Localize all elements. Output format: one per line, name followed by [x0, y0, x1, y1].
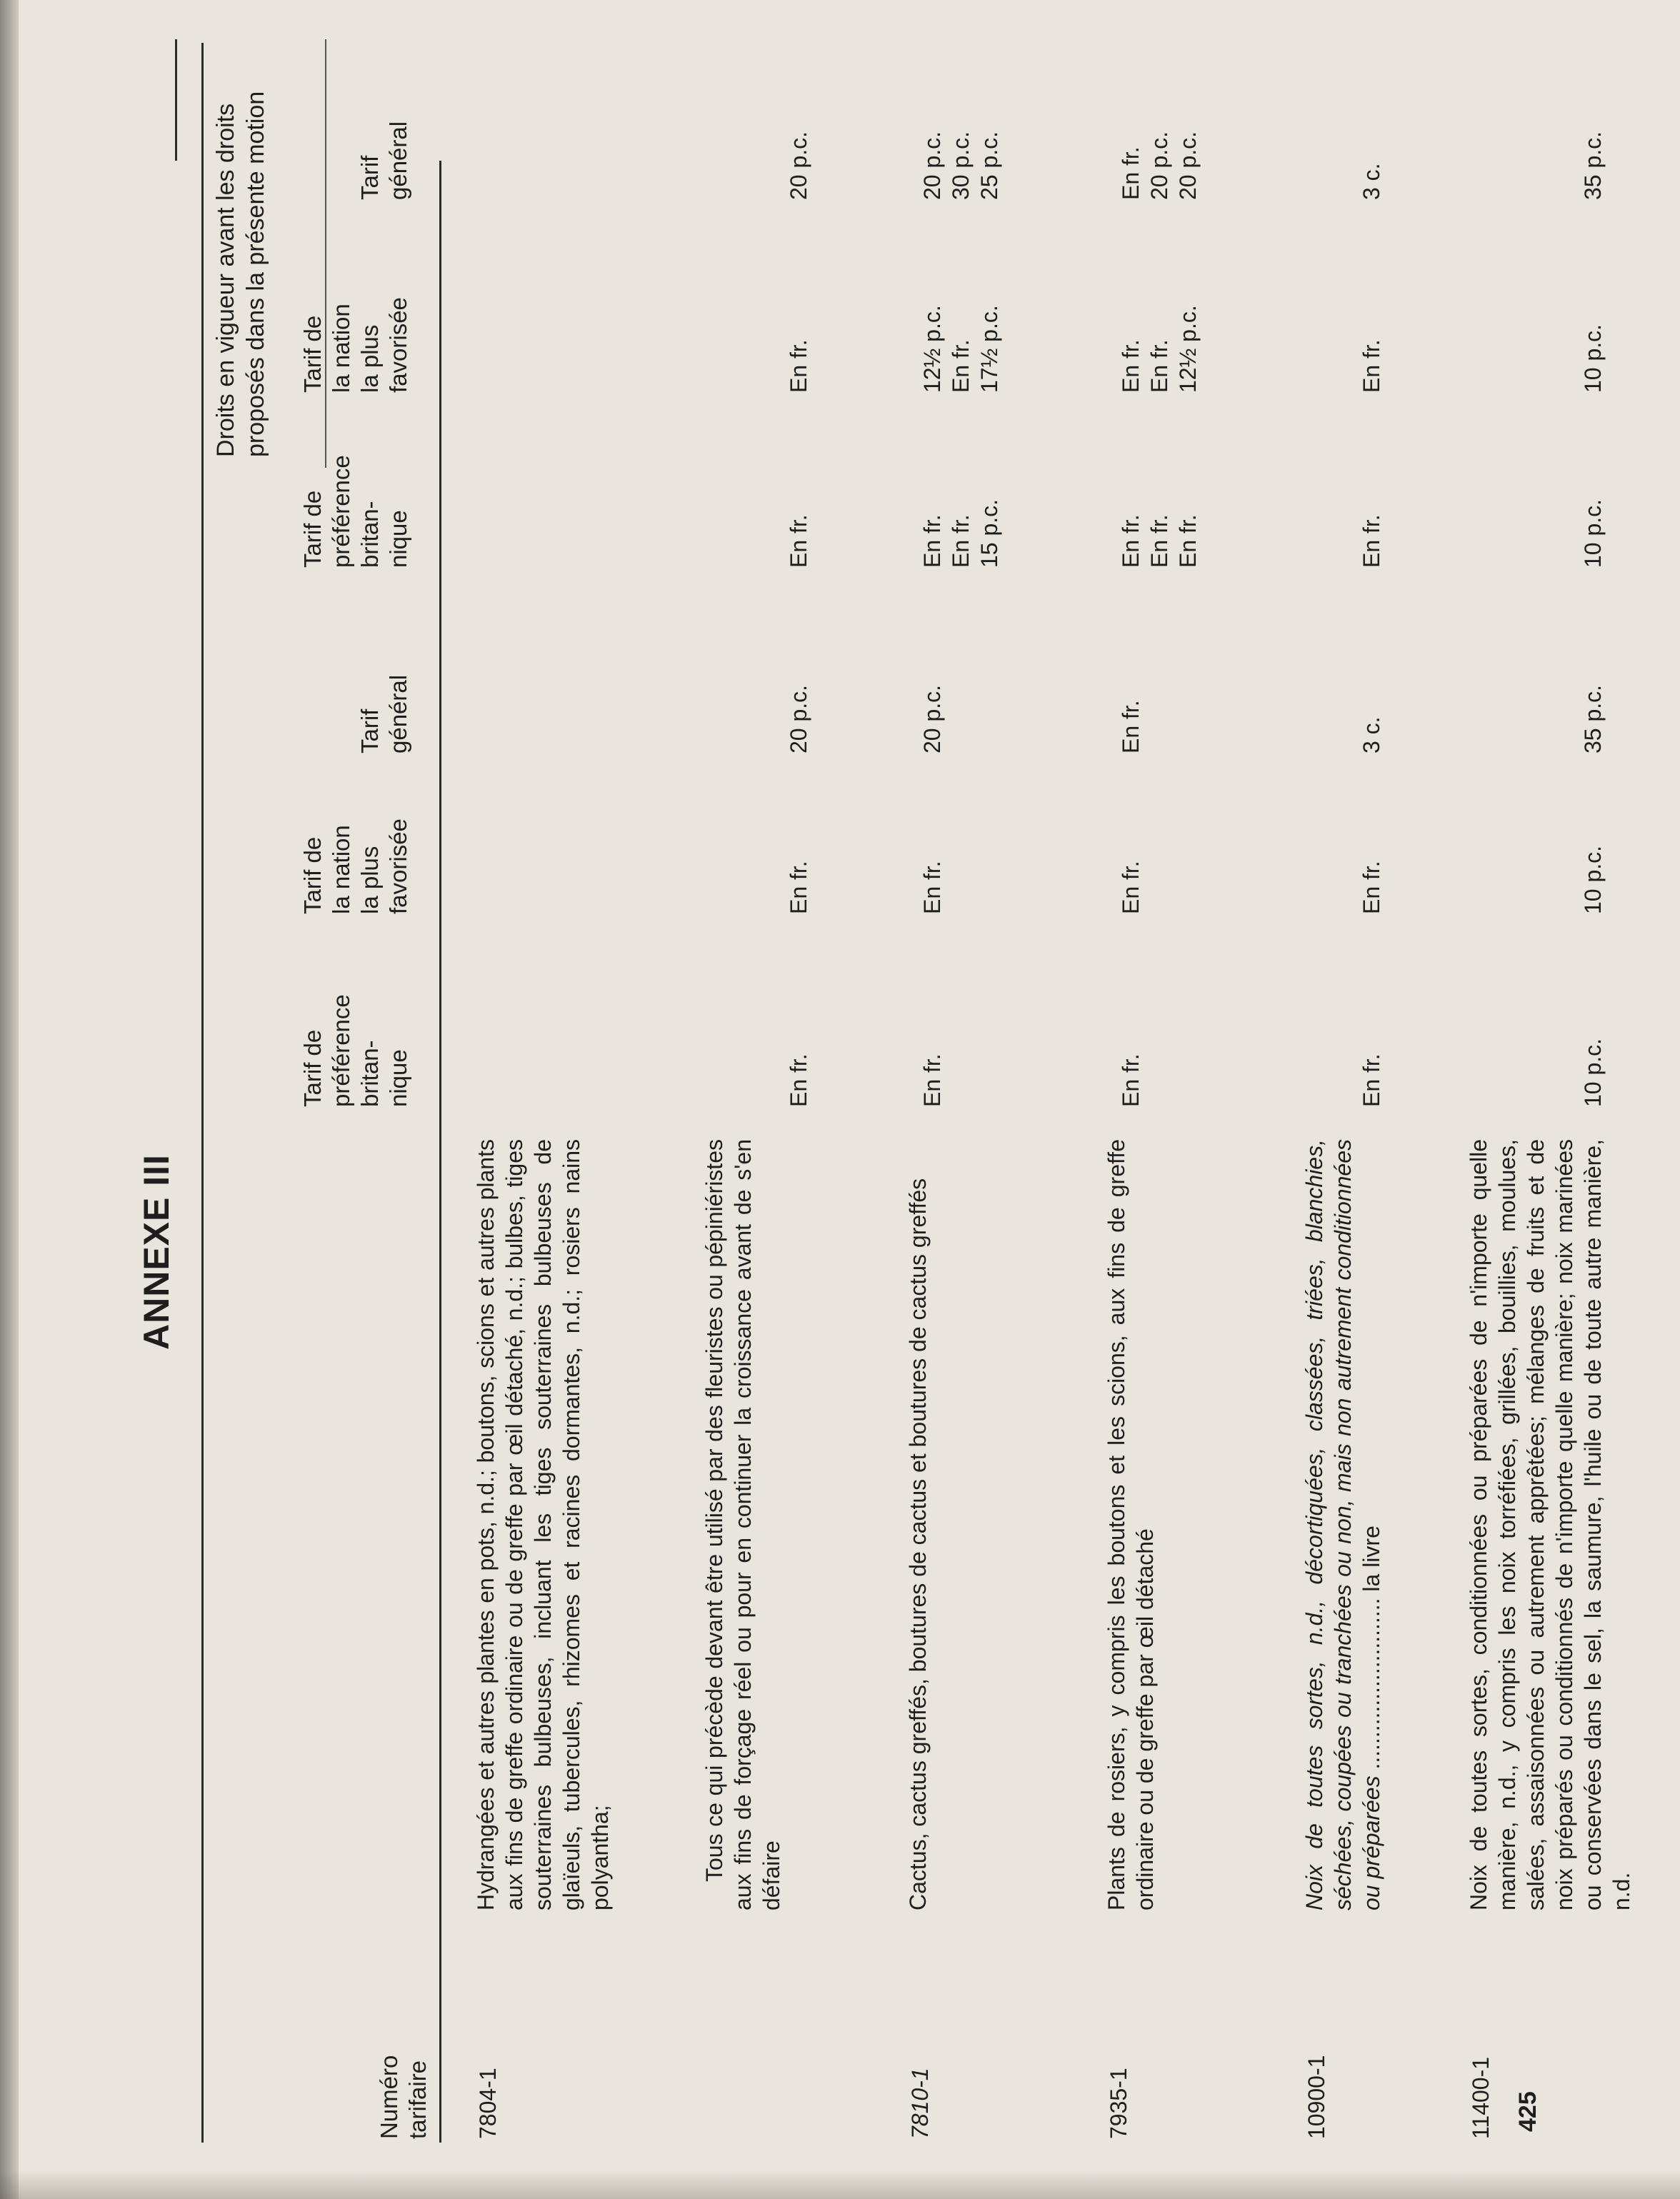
header-bottom-rule	[439, 161, 441, 2143]
rate-10900-1-british: En fr.	[1359, 1053, 1384, 1107]
page-title: ANNEXE III	[136, 1154, 176, 1350]
header-tariff-number: Numéro tarifaire	[376, 2055, 431, 2139]
rate-7935-1-general: En fr.	[1118, 700, 1144, 753]
description-7935-1: Plants de rosiers, y compris les boutons et les scions, aux fins de greffe ordinaire ou de greffe par œil détaché	[1104, 1139, 1158, 1910]
tariff-number-7935-1: 7935-1	[1106, 2068, 1131, 2139]
rate-10900-1-mfn: En fr.	[1359, 861, 1384, 914]
rate-11400-1-prev-general: 35 p.c.	[1580, 131, 1606, 200]
description-7804-1: Hydrangées et autres plantes en pots, n.d.; boutons, scions et autres plants aux fins de greffe ordinaire ou de greffe par œil détaché, n.d.; bulbes, tiges souterraines bulbeuses, incluant les tiges souterraines bulbeuses de glaïeuls, tubercules, rhizomes et racines dormantes, n.d.; rosiers nains polyantha; Tous ce qui précède devant être utilisé par des fleuristes ou pépiniéristes aux fins de forçage réel ou pour en continuer la croissance avant de s'en défaire	[473, 1139, 784, 1910]
header-prev-general-tariff: Tarif général	[356, 121, 411, 200]
tariff-number-11400-1: 11400-1	[1468, 2056, 1494, 2139]
header-rule-top	[175, 39, 177, 161]
rate-11400-1-prev-british: 10 p.c.	[1580, 499, 1606, 568]
header-rule	[201, 43, 204, 2143]
rate-7935-1-prev-mfn: En fr. En fr. 12½ p.c.	[1118, 305, 1201, 393]
group-header-rule	[325, 39, 326, 468]
header-british-preference: Tarif de préférence britan- nique	[299, 994, 411, 1107]
rate-10900-1-prev-mfn: En fr.	[1359, 339, 1384, 393]
page-number: 425	[1514, 2091, 1541, 2132]
rate-10900-1-prev-british: En fr.	[1359, 514, 1384, 568]
rate-7804-1-british: En fr.	[786, 1053, 811, 1107]
rate-11400-1-british: 10 p.c.	[1580, 1038, 1606, 1107]
rate-7810-1-prev-mfn: 12½ p.c. En fr. 17½ p.c.	[919, 305, 1002, 393]
scan-edge-shadow	[0, 2170, 1680, 2199]
rate-7935-1-prev-general: En fr. 20 p.c. 20 p.c.	[1118, 131, 1201, 200]
description-10900-1: Noix de toutes sortes, n.d., décortiquées, classées, triées, blanchies, séchées, coupées ou tranchées ou non, mais non autrement conditionnées ou préparées ........................... la livre	[1301, 1139, 1384, 1910]
header-prev-most-favoured-nation: Tarif de la nation la plus favorisée	[299, 297, 411, 393]
rate-11400-1-mfn: 10 p.c.	[1580, 845, 1606, 914]
header-prev-british-preference: Tarif de préférence britan- nique	[299, 455, 411, 568]
header-most-favoured-nation: Tarif de la nation la plus favorisée	[299, 818, 411, 914]
rate-11400-1-prev-mfn: 10 p.c.	[1580, 324, 1606, 393]
rate-10900-1-general: 3 c.	[1359, 716, 1384, 753]
book-binding-shadow	[0, 0, 19, 2199]
rate-10900-1-prev-general: 3 c.	[1359, 163, 1384, 200]
tariff-number-7810-1: 7810-1	[907, 2068, 933, 2139]
rate-7810-1-mfn: En fr.	[919, 861, 945, 914]
rate-7804-1-prev-mfn: En fr.	[786, 339, 811, 393]
rate-7804-1-mfn: En fr.	[786, 861, 811, 914]
rate-7810-1-british: En fr.	[919, 1053, 945, 1107]
rate-7935-1-prev-british: En fr. En fr. En fr.	[1118, 514, 1201, 568]
tariff-number-10900-1: 10900-1	[1304, 2055, 1329, 2139]
rate-7935-1-mfn: En fr.	[1118, 861, 1144, 914]
rate-7810-1-prev-british: En fr. En fr. 15 p.c.	[919, 499, 1002, 568]
header-previous-duties: Droits en vigueur avant les droits proposés dans la présente motion	[212, 91, 269, 457]
rate-7810-1-prev-general: 20 p.c. 30 p.c. 25 p.c.	[919, 131, 1002, 200]
rate-7810-1-general: 20 p.c.	[919, 684, 945, 753]
rate-7804-1-prev-british: En fr.	[786, 514, 811, 568]
description-11400-1: Noix de toutes sortes, conditionnées ou préparées de n'importe quelle manière, n.d., y compris les noix torréfiées, grillées, bouillies, moulues, salées, assaisonnées ou autrement apprêtées; mélanges de fruits et de noix préparés ou conditionnés de n'importe quelle manière; noix marinées ou conservées dans le sel, la saumure, l'huile ou de toute autre manière, n.d.	[1466, 1139, 1634, 1910]
rate-7935-1-british: En fr.	[1118, 1053, 1144, 1107]
rate-7804-1-general: 20 p.c.	[786, 684, 811, 753]
description-7810-1: Cactus, cactus greffés, boutures de cactus et boutures de cactus greffés	[905, 1178, 931, 1910]
tariff-number-7804-1: 7804-1	[475, 2068, 501, 2139]
rate-11400-1-general: 35 p.c.	[1580, 684, 1606, 753]
annex-page	[43, 29, 1643, 2171]
rate-7804-1-prev-general: 20 p.c.	[786, 131, 811, 200]
header-general-tariff: Tarif général	[356, 674, 411, 753]
